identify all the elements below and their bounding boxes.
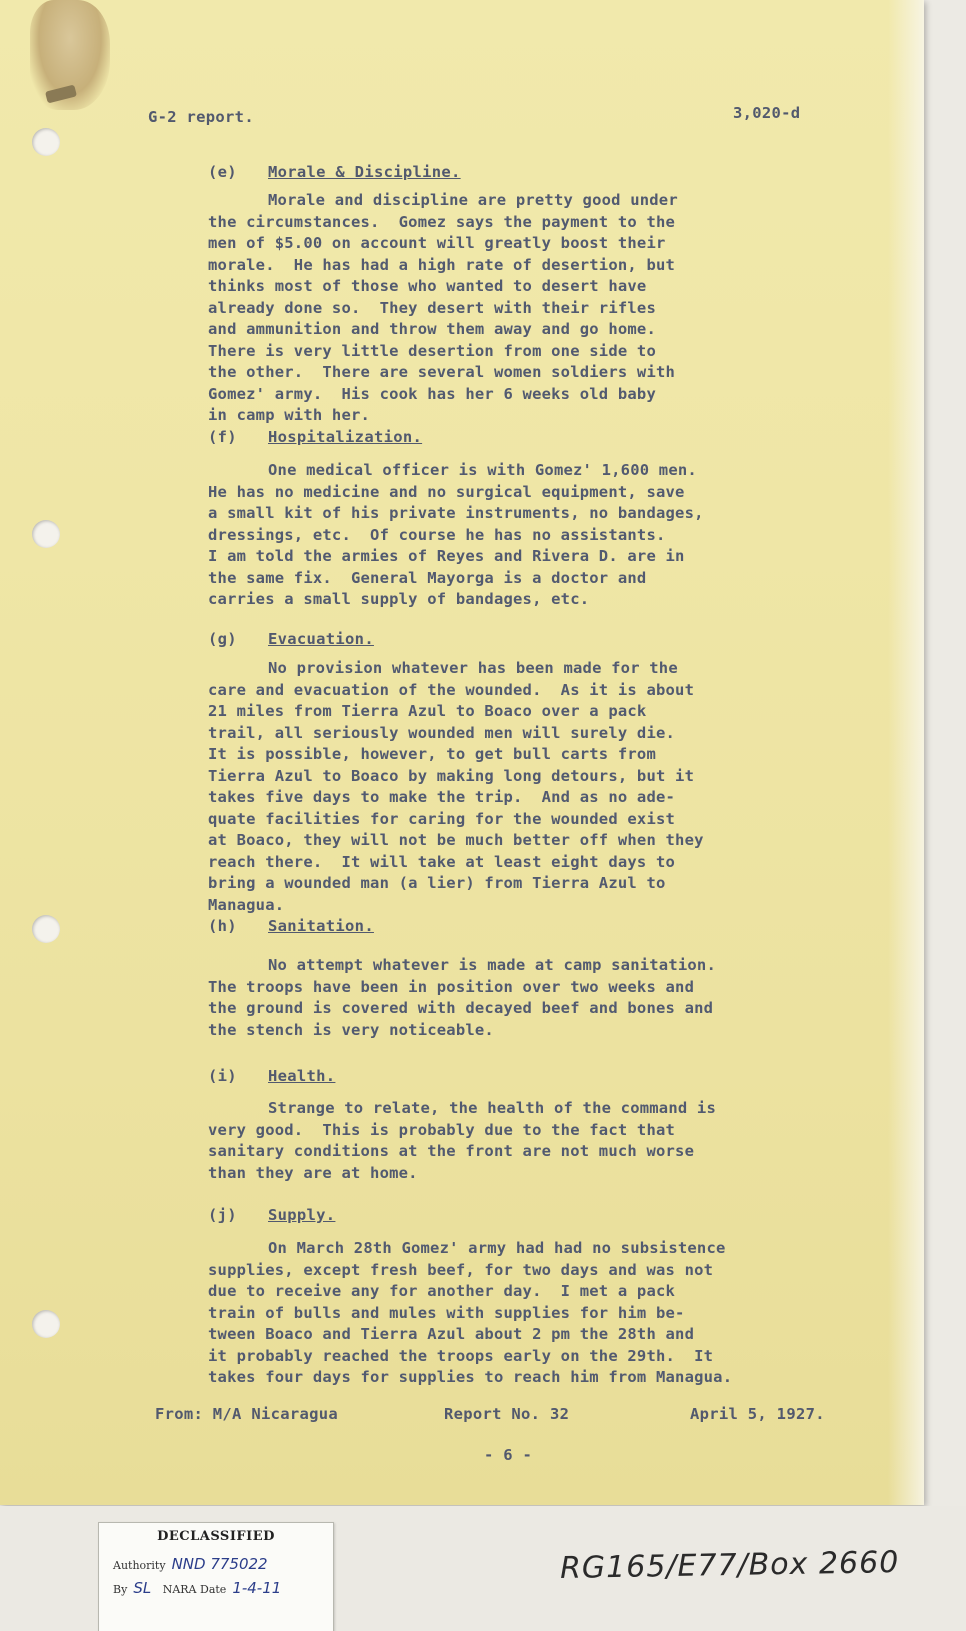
text-line: due to receive any for another day. I met a pack <box>208 1282 676 1300</box>
text-line: at Boaco, they will not be much better off when they <box>208 831 704 849</box>
from-line: From: M/A Nicaragua <box>155 1405 339 1423</box>
section-heading: Health. <box>268 1067 336 1085</box>
stamp-title: DECLASSIFIED <box>157 1529 275 1544</box>
text-line: takes five days to make the trip. And as no ade- <box>208 788 676 806</box>
text-line: it probably reached the troops early on the 29th. It <box>208 1346 714 1365</box>
text-line: the other. There are several women soldiers with <box>208 363 676 381</box>
text-line: There is very little desertion from one side to <box>208 341 656 360</box>
section-body <box>208 1098 716 1184</box>
text-line: Managua. <box>208 895 285 914</box>
stamp-authority <box>113 1555 268 1573</box>
text-line: reach there. It will take at least eight days to <box>208 852 676 871</box>
text-line: Tierra Azul to Boaco by making long detours, but it <box>208 766 695 785</box>
section-heading: Hospitalization. <box>268 428 423 446</box>
section-heading: Morale & Discipline. <box>268 163 461 181</box>
text-line: supplies, except fresh beef, for two days and was not <box>208 1260 714 1279</box>
header-right: 3,020-d <box>733 104 801 122</box>
page-number: - 6 - <box>484 1446 533 1464</box>
text-line: I am told the armies of Reyes and Rivera D. are in <box>208 547 685 565</box>
header-left: G-2 report. <box>148 108 254 126</box>
text-line: sanitary conditions at the front are not much worse <box>208 1142 695 1160</box>
text-line: On March 28th Gomez' army had had no subsistence <box>268 1239 726 1257</box>
text-line: One medical officer is with Gomez' 1,600 men. <box>268 461 697 479</box>
punch-hole <box>32 520 60 548</box>
authority-value: NND 775022 <box>171 1555 268 1573</box>
nara-value: 1-4-11 <box>232 1579 282 1597</box>
section-letter: (e) <box>208 163 237 181</box>
text-line: tween Boaco and Tierra Azul about 2 pm the 28th and <box>208 1325 695 1343</box>
text-line: the same fix. General Mayorga is a doctor and <box>208 568 647 587</box>
section-body <box>208 658 704 916</box>
by-label: By <box>113 1583 128 1596</box>
stamp-by <box>113 1579 281 1597</box>
text-line: already done so. They desert with their rifles <box>208 298 656 317</box>
report-date: April 5, 1927. <box>690 1405 825 1423</box>
section-letter: (g) <box>208 630 237 648</box>
text-line: the circumstances. Gomez says the payment to the <box>208 212 676 231</box>
archive-reference: RG165/E77/Box 2660 <box>559 1545 900 1586</box>
text-line: It is possible, however, to get bull carts from <box>208 745 656 763</box>
section-letter: (i) <box>208 1067 237 1085</box>
by-value: SL <box>133 1579 152 1597</box>
declassified-stamp <box>98 1522 334 1631</box>
section-heading: Sanitation. <box>268 917 374 935</box>
text-line: Gomez' army. His cook has her 6 weeks old baby <box>208 384 656 403</box>
text-line: thinks most of those who wanted to desert have <box>208 277 647 295</box>
text-line: and ammunition and throw them away and go home. <box>208 320 656 338</box>
report-number: Report No. 32 <box>444 1405 570 1423</box>
text-line: Strange to relate, the health of the command is <box>268 1099 716 1117</box>
text-line: men of $5.00 on account will greatly boost their <box>208 234 666 252</box>
text-line: trail, all seriously wounded men will surely die. <box>208 723 676 742</box>
text-line: takes four days for supplies to reach him from Managua. <box>208 1368 733 1386</box>
section-letter: (f) <box>208 428 237 446</box>
section-letter: (h) <box>208 917 237 935</box>
text-line: quate facilities for caring for the wounded exist <box>208 809 676 828</box>
text-line: 21 miles from Tierra Azul to Boaco over a pack <box>208 702 647 720</box>
text-line: The troops have been in position over two weeks and <box>208 977 695 996</box>
punch-hole <box>32 915 60 943</box>
text-line: carries a small supply of bandages, etc. <box>208 590 590 608</box>
section-body <box>208 955 716 1041</box>
text-line: than they are at home. <box>208 1163 418 1182</box>
text-line: No attempt whatever is made at camp sanitation. <box>268 956 716 974</box>
text-line: train of bulls and mules with supplies for him be- <box>208 1303 685 1322</box>
punch-hole <box>32 1310 60 1338</box>
text-line: very good. This is probably due to the fact that <box>208 1120 676 1139</box>
text-line: the stench is very noticeable. <box>208 1020 494 1039</box>
text-line: morale. He has had a high rate of desertion, but <box>208 255 676 274</box>
section-body <box>208 460 704 611</box>
nara-label: NARA Date <box>162 1583 227 1596</box>
text-line: a small kit of his private instruments, no bandages, <box>208 504 704 522</box>
text-line: bring a wounded man (a lier) from Tierra Azul to <box>208 874 666 892</box>
section-body <box>208 1238 732 1389</box>
text-line: the ground is covered with decayed beef and bones and <box>208 999 714 1017</box>
text-line: dressings, etc. Of course he has no assistants. <box>208 525 666 544</box>
text-line: No provision whatever has been made for the <box>268 659 678 677</box>
text-line: Morale and discipline are pretty good under <box>268 191 678 209</box>
text-line: care and evacuation of the wounded. As it is about <box>208 680 695 699</box>
text-line: in camp with her. <box>208 406 371 424</box>
text-line: He has no medicine and no surgical equipment, save <box>208 482 685 501</box>
authority-label: Authority <box>113 1559 166 1572</box>
section-heading: Supply. <box>268 1206 336 1224</box>
section-body <box>208 190 678 427</box>
punch-hole <box>32 128 60 156</box>
section-letter: (j) <box>208 1206 237 1224</box>
section-heading: Evacuation. <box>268 630 374 648</box>
